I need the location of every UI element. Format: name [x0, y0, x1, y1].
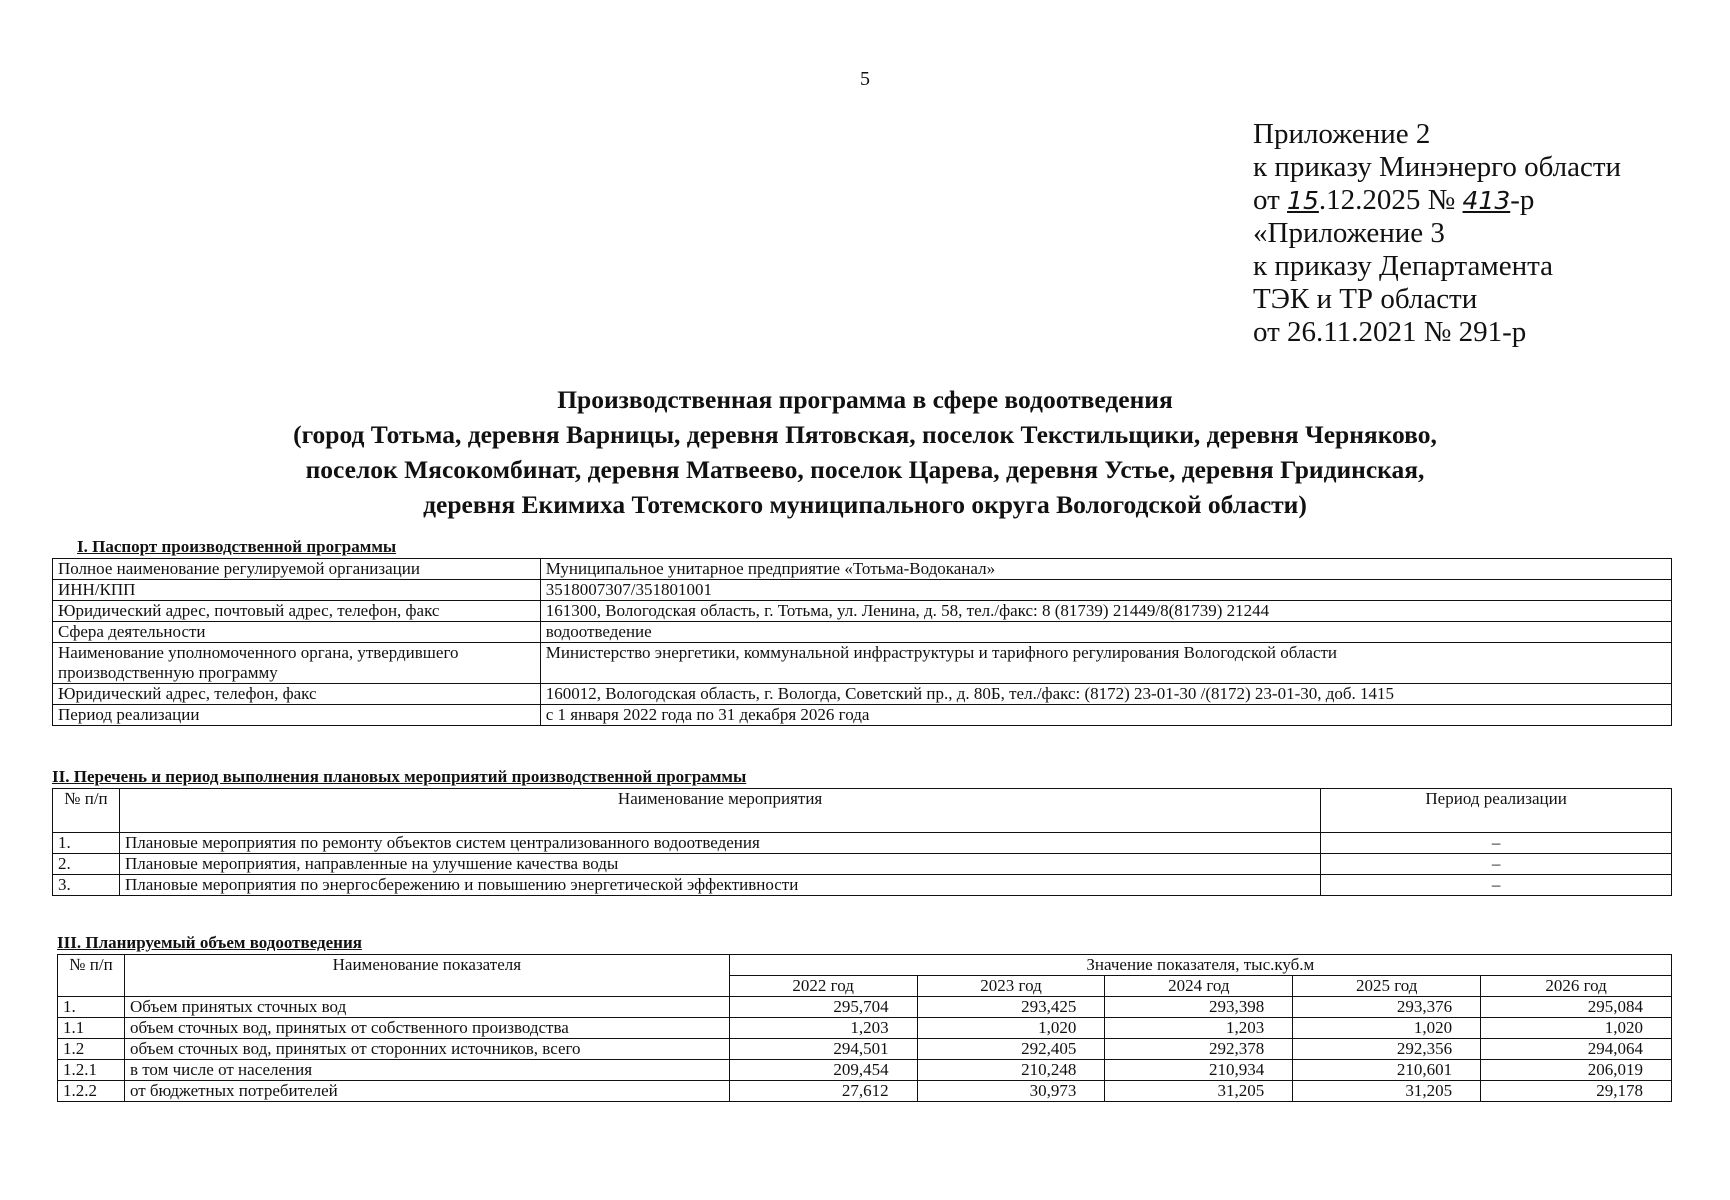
passport-label: Наименование уполномоченного органа, утвердившего производственную программу: [53, 643, 541, 684]
indicator-value: 292,405: [917, 1039, 1105, 1060]
passport-value: 161300, Вологодская область, г. Тотьма, ул. Ленина, д. 58, тел./факс: 8 (81739) 21449/8(81739) 21244: [540, 601, 1671, 622]
section-2-title: II. Перечень и период выполнения плановых мероприятий производственной программы: [52, 767, 747, 786]
measures-header-row: [53, 789, 1672, 833]
appendix-line-7: от 26.11.2021 № 291-р: [1253, 316, 1527, 348]
volume-table: [57, 954, 1672, 1102]
header-value-group: Значение показателя, тыс.куб.м: [729, 955, 1671, 976]
passport-label: Юридический адрес, телефон, факс: [53, 684, 541, 705]
indicator-name: Объем принятых сточных вод: [124, 997, 729, 1018]
indicator-value: 293,376: [1293, 997, 1481, 1018]
year-header: 2023 год: [917, 976, 1105, 997]
indicator-value: 27,612: [729, 1081, 917, 1102]
appendix-line-1: Приложение 2: [1253, 118, 1431, 150]
indicator-value: 210,601: [1293, 1060, 1481, 1081]
volume-row: [58, 1018, 1672, 1039]
indicator-num: 1.2.2: [58, 1081, 125, 1102]
header-measure-name: Наименование мероприятия: [119, 789, 1320, 833]
passport-row: [53, 684, 1672, 705]
document-title: [0, 382, 1730, 522]
appendix-header: [1253, 118, 1621, 349]
passport-row: [53, 622, 1672, 643]
passport-row: [53, 559, 1672, 580]
passport-value: водоотведение: [540, 622, 1671, 643]
year-header: 2025 год: [1293, 976, 1481, 997]
indicator-num: 1.1: [58, 1018, 125, 1039]
title-line-4: деревня Екимиха Тотемского муниципального округа Вологодской области): [423, 490, 1307, 519]
measure-name: Плановые мероприятия по ремонту объектов систем централизованного водоотведения: [119, 833, 1320, 854]
measures-table: [52, 788, 1672, 896]
header-num: № п/п: [53, 789, 120, 833]
measure-period: –: [1321, 833, 1672, 854]
indicator-value: 206,019: [1481, 1060, 1672, 1081]
appendix-line-6: ТЭК и ТР области: [1253, 283, 1478, 315]
passport-value: с 1 января 2022 года по 31 декабря 2026 года: [540, 705, 1671, 726]
appendix-order-suffix: -р: [1510, 184, 1535, 216]
measure-num: 2.: [53, 854, 120, 875]
header-indicator-name: Наименование показателя: [124, 955, 729, 997]
indicator-value: 294,501: [729, 1039, 917, 1060]
appendix-date-rest: .12.2025 №: [1318, 184, 1463, 216]
year-header: 2026 год: [1481, 976, 1672, 997]
indicator-value: 295,704: [729, 997, 917, 1018]
measure-row: [53, 854, 1672, 875]
indicator-name: объем сточных вод, принятых от сторонних источников, всего: [124, 1039, 729, 1060]
measure-num: 3.: [53, 875, 120, 896]
volume-row: [58, 997, 1672, 1018]
title-line-3: поселок Мясокомбинат, деревня Матвеево, поселок Царева, деревня Устье, деревня Гридинская,: [305, 455, 1425, 484]
passport-label: Период реализации: [53, 705, 541, 726]
volume-row: [58, 1039, 1672, 1060]
measure-period: –: [1321, 875, 1672, 896]
indicator-value: 1,020: [1481, 1018, 1672, 1039]
indicator-num: 1.2: [58, 1039, 125, 1060]
indicator-value: 210,248: [917, 1060, 1105, 1081]
header-period: Период реализации: [1321, 789, 1672, 833]
passport-table: [52, 558, 1672, 726]
handwritten-order-number: 413: [1462, 186, 1511, 215]
indicator-value: 1,020: [1293, 1018, 1481, 1039]
indicator-name: объем сточных вод, принятых от собственного производства: [124, 1018, 729, 1039]
title-line-1: Производственная программа в сфере водоотведения: [557, 385, 1173, 414]
indicator-name: от бюджетных потребителей: [124, 1081, 729, 1102]
handwritten-day: 15: [1287, 186, 1319, 215]
indicator-value: 210,934: [1105, 1060, 1293, 1081]
header-num: № п/п: [58, 955, 125, 997]
title-line-2: (город Тотьма, деревня Варницы, деревня Пятовская, поселок Текстильщики, деревня Черняково,: [293, 420, 1437, 449]
passport-value: Министерство энергетики, коммунальной инфраструктуры и тарифного регулирования Вологодской области: [540, 643, 1671, 684]
indicator-value: 31,205: [1105, 1081, 1293, 1102]
measure-row: [53, 875, 1672, 896]
year-header: 2024 год: [1105, 976, 1293, 997]
measure-num: 1.: [53, 833, 120, 854]
indicator-value: 209,454: [729, 1060, 917, 1081]
indicator-value: 1,203: [729, 1018, 917, 1039]
indicator-value: 293,425: [917, 997, 1105, 1018]
indicator-value: 292,356: [1293, 1039, 1481, 1060]
indicator-value: 1,020: [917, 1018, 1105, 1039]
passport-label: Полное наименование регулируемой организации: [53, 559, 541, 580]
indicator-value: 30,973: [917, 1081, 1105, 1102]
passport-row: [53, 705, 1672, 726]
volume-row: [58, 1081, 1672, 1102]
volume-row: [58, 1060, 1672, 1081]
measure-row: [53, 833, 1672, 854]
measure-name: Плановые мероприятия, направленные на улучшение качества воды: [119, 854, 1320, 875]
appendix-line-2: к приказу Минэнерго области: [1253, 151, 1622, 183]
indicator-value: 293,398: [1105, 997, 1293, 1018]
indicator-value: 294,064: [1481, 1039, 1672, 1060]
indicator-value: 31,205: [1293, 1081, 1481, 1102]
passport-value: Муниципальное унитарное предприятие «Тотьма-Водоканал»: [540, 559, 1671, 580]
year-header: 2022 год: [729, 976, 917, 997]
indicator-name: в том числе от населения: [124, 1060, 729, 1081]
section-3-title: III. Планируемый объем водоотведения: [57, 933, 362, 952]
appendix-line-5: к приказу Департамента: [1253, 250, 1554, 282]
passport-value: 3518007307/351801001: [540, 580, 1671, 601]
measure-name: Плановые мероприятия по энергосбережению и повышению энергетической эффективности: [119, 875, 1320, 896]
passport-row: [53, 643, 1672, 684]
section-1-title: I. Паспорт производственной программы: [77, 537, 397, 556]
indicator-value: 295,084: [1481, 997, 1672, 1018]
appendix-line-4: «Приложение 3: [1253, 217, 1445, 249]
indicator-num: 1.2.1: [58, 1060, 125, 1081]
measure-period: –: [1321, 854, 1672, 875]
passport-row: [53, 580, 1672, 601]
passport-label: ИНН/КПП: [53, 580, 541, 601]
indicator-num: 1.: [58, 997, 125, 1018]
passport-label: Юридический адрес, почтовый адрес, телефон, факс: [53, 601, 541, 622]
indicator-value: 29,178: [1481, 1081, 1672, 1102]
indicator-value: 1,203: [1105, 1018, 1293, 1039]
passport-label: Сфера деятельности: [53, 622, 541, 643]
page-number: 5: [860, 68, 870, 90]
passport-row: [53, 601, 1672, 622]
volume-header-row: [58, 955, 1672, 976]
passport-value: 160012, Вологодская область, г. Вологда, Советский пр., д. 80Б, тел./факс: (8172) 23-01-30 /(8172) 23-01-30, доб. 1415: [540, 684, 1671, 705]
appendix-line-3: [1253, 184, 1621, 217]
appendix-date-prefix: от: [1253, 184, 1288, 216]
indicator-value: 292,378: [1105, 1039, 1293, 1060]
